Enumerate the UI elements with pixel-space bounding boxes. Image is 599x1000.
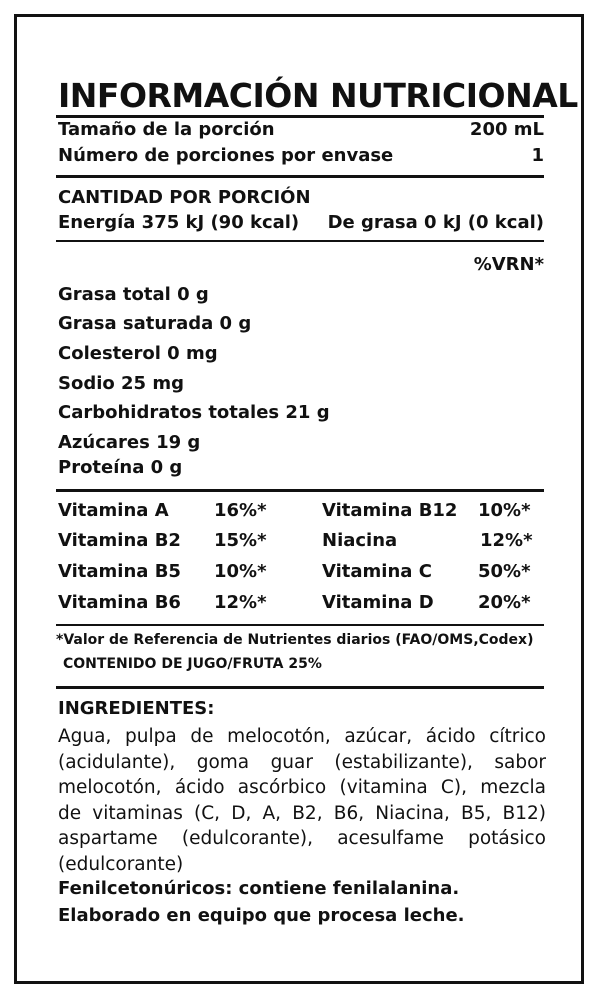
vrn-footnote: *Valor de Referencia de Nutrientes diarios (FAO/OMS,Codex): [56, 632, 534, 648]
vitamin-b12-name: Vitamina B12: [322, 500, 458, 521]
servings-count-label: Número de porciones por envase: [58, 145, 394, 166]
vitamin-b2-name: Vitamina B2: [58, 530, 181, 551]
nutrient-saturated-fat: Grasa saturada 0 g: [58, 313, 252, 334]
label-title: INFORMACIÓN NUTRICIONAL: [58, 76, 578, 115]
nutrient-protein: Proteína 0 g: [58, 457, 183, 478]
divider-serving: [56, 175, 544, 178]
vitamin-b12-value: 10%*: [478, 500, 531, 521]
niacin-name: Niacina: [322, 530, 398, 551]
niacin-value: 12%*: [480, 530, 533, 551]
ingredients-line: de vitaminas (C, D, A, B2, B6, Niacina, B5, B12): [58, 802, 546, 824]
divider-title: [56, 115, 544, 118]
nutrient-total-fat: Grasa total 0 g: [58, 284, 209, 305]
energy-value: Energía 375 kJ (90 kcal): [58, 212, 300, 233]
nutrient-cholesterol: Colesterol 0 mg: [58, 343, 218, 364]
vitamin-c-name: Vitamina C: [322, 561, 432, 582]
ingredients-list: [58, 724, 546, 877]
allergen-facility-notice: Elaborado en equipo que procesa leche.: [58, 905, 465, 926]
serving-size-label: Tamaño de la porción: [58, 119, 275, 140]
nutrient-sugars: Azúcares 19 g: [58, 432, 201, 453]
ingredients-line: aspartame (edulcorante), acesulfame potásico: [58, 828, 546, 849]
vrn-header: %VRN*: [473, 254, 544, 275]
vitamin-d-name: Vitamina D: [322, 592, 434, 613]
ingredients-heading: INGREDIENTES:: [58, 698, 215, 719]
vitamin-b6-value: 12%*: [214, 592, 267, 613]
vitamin-b6-name: Vitamina B6: [58, 592, 181, 613]
divider-energy: [56, 240, 544, 242]
vitamin-a-name: Vitamina A: [58, 500, 169, 521]
vitamin-b2-value: 15%*: [214, 530, 267, 551]
phenylketonuric-warning: Fenilcetonúricos: contiene fenilalanina.: [58, 878, 460, 899]
vitamin-b5-value: 10%*: [214, 561, 267, 582]
divider-vitamins: [56, 624, 544, 626]
vitamin-a-value: 16%*: [214, 500, 267, 521]
ingredients-line: (edulcorante): [58, 853, 184, 875]
nutrient-carbohydrates: Carbohidratos totales 21 g: [58, 402, 330, 423]
ingredients-line: melocotón, ácido ascórbico (vitamina C), mezcla: [58, 777, 546, 798]
divider-nutrients: [56, 489, 544, 492]
divider-footnote: [56, 686, 544, 689]
vitamin-d-value: 20%*: [478, 592, 531, 613]
vitamin-b5-name: Vitamina B5: [58, 561, 181, 582]
juice-content: CONTENIDO DE JUGO/FRUTA 25%: [63, 656, 322, 672]
servings-count-value: 1: [531, 145, 544, 166]
ingredients-line: Agua, pulpa de melocotón, azúcar, ácido cítrico: [58, 726, 546, 747]
nutrient-sodium: Sodio 25 mg: [58, 373, 184, 394]
fat-energy-value: De grasa 0 kJ (0 kcal): [327, 212, 544, 233]
serving-size-value: 200 mL: [469, 119, 544, 140]
ingredients-line: (acidulante), goma guar (estabilizante), sabor: [58, 751, 546, 773]
vitamin-c-value: 50%*: [478, 561, 531, 582]
per-serving-heading: CANTIDAD POR PORCIÓN: [58, 187, 311, 208]
